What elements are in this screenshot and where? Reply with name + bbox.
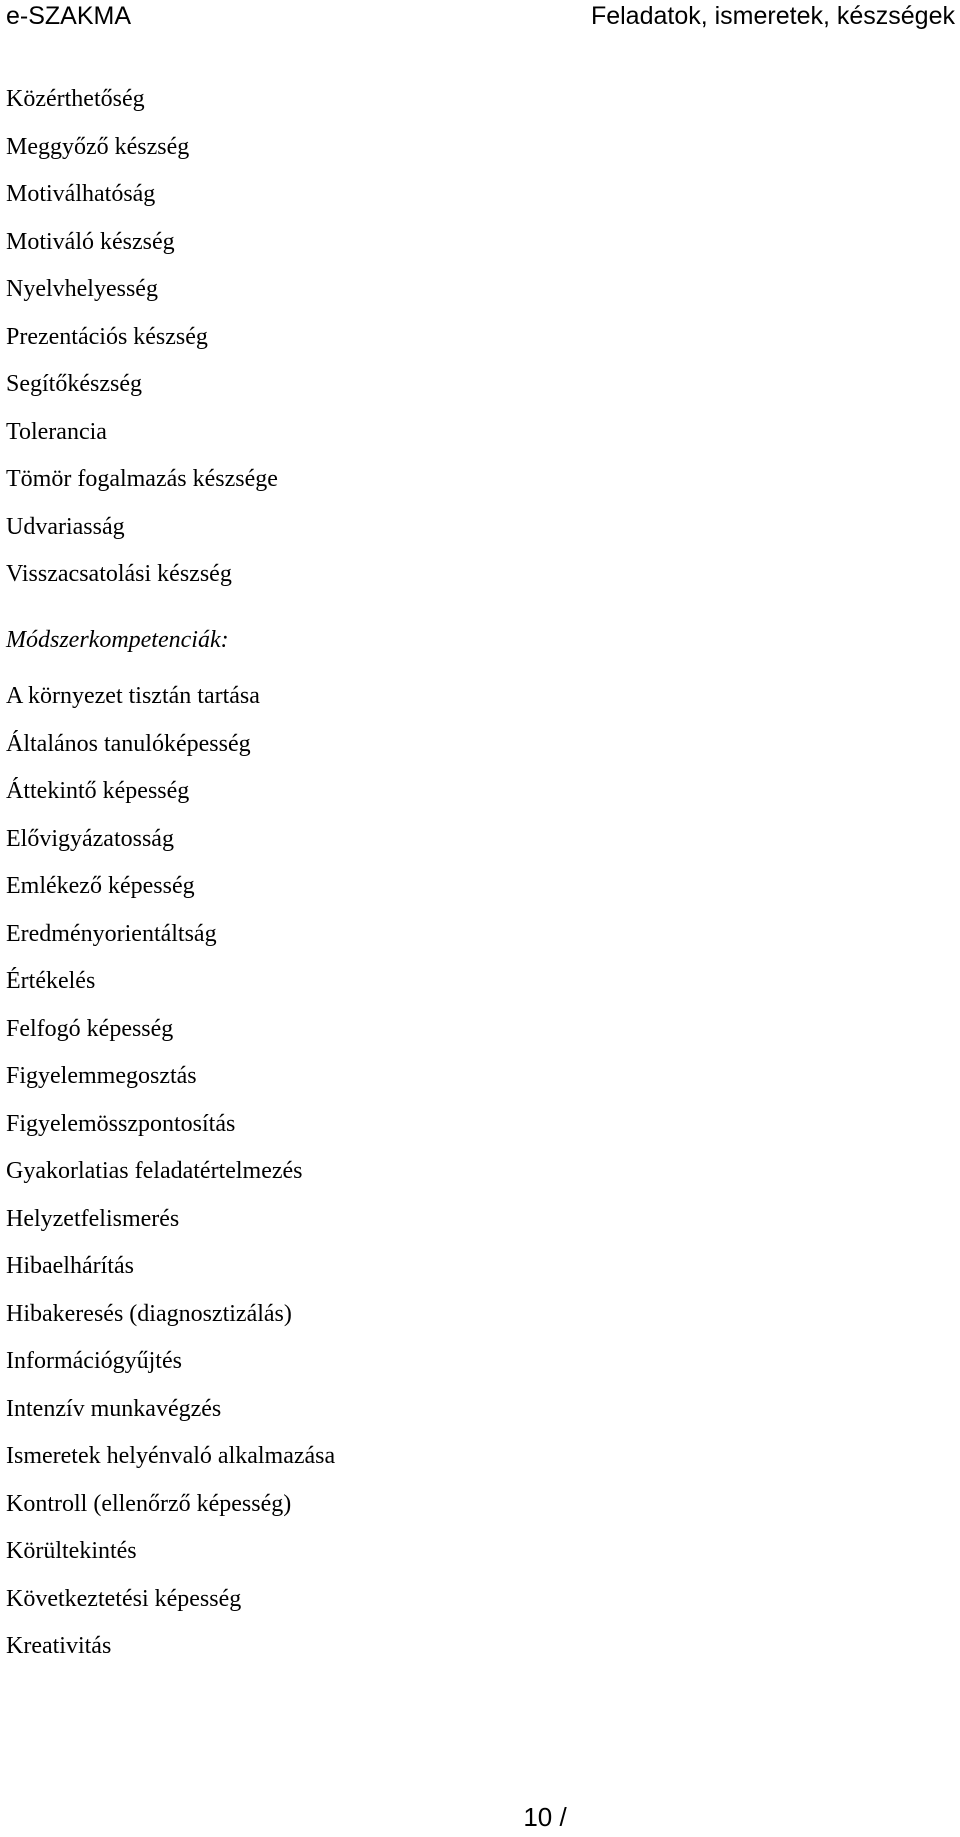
list-item: Kreativitás xyxy=(6,1633,112,1659)
list-item: Gyakorlatias feladatértelmezés xyxy=(6,1158,303,1184)
skills-list-method xyxy=(6,673,335,1671)
list-item: Következtetési képesség xyxy=(6,1585,242,1612)
list-item: Információgyűjtés xyxy=(6,1348,182,1374)
list-item: Emlékező képesség xyxy=(6,873,195,899)
list-item: Áttekintő képesség xyxy=(6,778,190,804)
list-item: Meggyőző készség xyxy=(6,133,190,160)
list-item: Elővigyázatosság xyxy=(6,825,174,852)
list-item: Kontroll (ellenőrző képesség) xyxy=(6,1490,292,1517)
page-footer xyxy=(0,1802,960,1833)
list-item: Körültekintés xyxy=(6,1538,137,1564)
header-section-title: Feladatok, ismeretek, készségek xyxy=(590,2,955,30)
list-item: Motiválhatóság xyxy=(6,181,156,207)
list-item: Visszacsatolási készség xyxy=(6,561,232,587)
list-item: Általános tanulóképesség xyxy=(6,730,251,757)
list-item: Felfogó képesség xyxy=(6,1015,174,1042)
list-item: Tömör fogalmazás készsége xyxy=(6,466,278,492)
list-item: Prezentációs készség xyxy=(6,323,208,350)
list-item: Nyelvhelyesség xyxy=(6,276,158,302)
page-number: 10 / xyxy=(523,1802,567,1832)
list-item: Tolerancia xyxy=(6,418,107,445)
list-item: Motiváló készség xyxy=(6,228,175,255)
list-item: Intenzív munkavégzés xyxy=(6,1395,222,1422)
list-item: Helyzetfelismerés xyxy=(6,1205,180,1232)
list-item: Értékelés xyxy=(6,968,96,994)
section-heading-method-competencies: Módszerkompetenciák: xyxy=(6,627,229,653)
list-item: Figyelemmegosztás xyxy=(6,1063,197,1089)
list-item: Hibakeresés (diagnosztizálás) xyxy=(6,1300,292,1327)
page-header xyxy=(0,0,960,40)
list-item: Hibaelhárítás xyxy=(6,1253,134,1279)
list-item: Közérthetőség xyxy=(6,86,145,112)
list-item: Segítőkészség xyxy=(6,371,142,397)
list-item: Figyelemösszpontosítás xyxy=(6,1110,236,1137)
list-item: Udvariasság xyxy=(6,513,125,540)
skills-list-social xyxy=(6,76,278,599)
list-item: A környezet tisztán tartása xyxy=(6,683,260,709)
header-brand: e-SZAKMA xyxy=(6,2,132,30)
list-item: Eredményorientáltság xyxy=(6,920,217,947)
list-item: Ismeretek helyénvaló alkalmazása xyxy=(6,1443,336,1469)
